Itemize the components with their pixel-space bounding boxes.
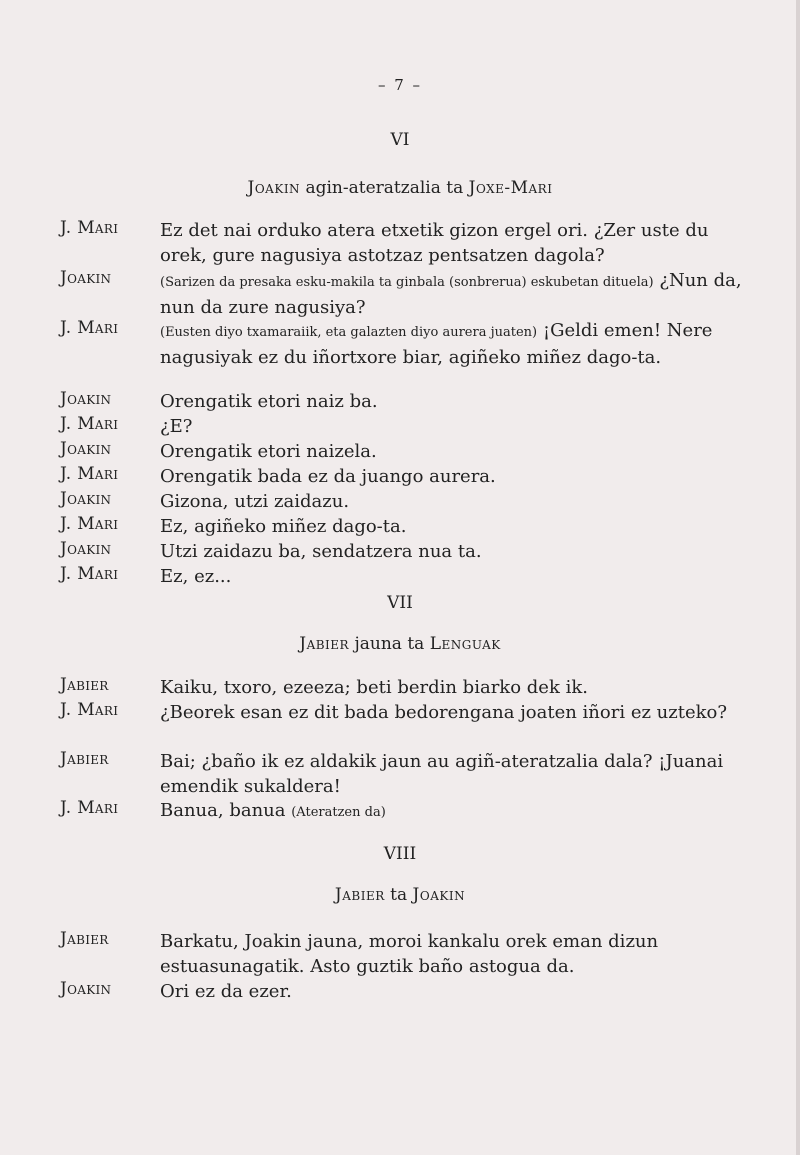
scene-character: Joakin xyxy=(247,178,301,198)
scene-title-viii xyxy=(0,885,800,905)
speaker-name: Joakin xyxy=(60,979,112,999)
dialogue-text: ¿E? xyxy=(160,416,193,437)
dialogue-line xyxy=(60,700,760,725)
dialogue-line xyxy=(60,564,760,589)
speaker-name: Joakin xyxy=(60,268,112,288)
scene-character: Jabier xyxy=(299,634,350,654)
dialogue-line xyxy=(60,675,760,700)
speaker-name: J. Mari xyxy=(60,700,119,720)
dialogue-line xyxy=(60,439,760,464)
stage-direction: (Ateratzen da) xyxy=(291,805,386,820)
dialogue-line xyxy=(60,798,760,825)
speaker-name: J. Mari xyxy=(60,318,119,338)
dialogue-line xyxy=(60,514,760,539)
act-heading-viii: VIII xyxy=(383,844,417,864)
scene-character: Lenguak xyxy=(429,634,501,654)
dialogue-line xyxy=(60,318,760,370)
scene-character: Jabier xyxy=(334,885,385,905)
page-edge xyxy=(796,0,800,1155)
dialogue-text: ¡Geldi emen! Nere nagusiyak ez du iñortxore biar, agiñeko miñez dago-ta. xyxy=(160,320,713,368)
dialogue-text: Ez det nai orduko atera etxetik gizon ergel ori. ¿Zer uste du orek, gure nagusiya astotzaz pentsatzen dagola? xyxy=(160,220,709,266)
speaker-name: J. Mari xyxy=(60,414,119,434)
scene-title-vii xyxy=(0,634,800,654)
speaker-name: J. Mari xyxy=(60,564,119,584)
dialogue-text: ¿Nun da, nun da zure nagusiya? xyxy=(160,270,742,318)
dialogue-line xyxy=(60,268,760,320)
dialogue-text: Ori ez da ezer. xyxy=(160,981,292,1002)
scene-title-text: jauna ta xyxy=(354,634,425,654)
speaker-name: Joakin xyxy=(60,539,112,559)
dialogue-text: Barkatu, Joakin jauna, moroi kankalu orek eman dizun estuasunagatik. Asto guztik baño astogua da. xyxy=(160,931,659,977)
dialogue-line xyxy=(60,389,760,414)
speaker-name: J. Mari xyxy=(60,514,119,534)
speaker-name: Jabier xyxy=(60,749,109,769)
dialogue-text: Kaiku, txoro, ezeeza; beti berdin biarko dek ik. xyxy=(160,677,588,698)
stage-direction: (Sarizen da presaka esku-makila ta ginbala (sonbreruа) eskubetan dituela) xyxy=(160,275,654,290)
speaker-name: Joakin xyxy=(60,489,112,509)
speaker-name: Jabier xyxy=(60,929,109,949)
dialogue-text: Banua, banua xyxy=(160,800,286,821)
act-heading-vii: VII xyxy=(387,593,413,613)
page-number: – 7 – xyxy=(377,76,423,94)
act-heading-vi: VI xyxy=(390,130,410,150)
dialogue-text: Orengatik bada ez da juango aurera. xyxy=(160,466,496,487)
scene-character: Joxe-Mari xyxy=(468,178,553,198)
dialogue-line xyxy=(60,218,760,268)
dialogue-text: Orengatik etori naizela. xyxy=(160,441,377,462)
stage-direction: (Eusten diyo txamaraiik, eta galazten diyo aurera juaten) xyxy=(160,325,538,340)
speaker-name: J. Mari xyxy=(60,798,119,818)
scene-title-text: ta xyxy=(390,885,408,905)
scene-title-text: agin-ateratzalia ta xyxy=(305,178,464,198)
dialogue-line xyxy=(60,749,760,799)
speaker-name: J. Mari xyxy=(60,218,119,238)
speaker-name: Joakin xyxy=(60,439,112,459)
dialogue-text: Ez, agiñeko miñez dago-ta. xyxy=(160,516,407,537)
dialogue-line xyxy=(60,414,760,439)
dialogue-text: Utzi zaidazu ba, sendatzera nua ta. xyxy=(160,541,482,562)
dialogue-line xyxy=(60,929,760,979)
scene-character: Joakin xyxy=(412,885,466,905)
speaker-name: Jabier xyxy=(60,675,109,695)
speaker-name: Joakin xyxy=(60,389,112,409)
dialogue-line xyxy=(60,489,760,514)
dialogue-text: Gizona, utzi zaidazu. xyxy=(160,491,350,512)
dialogue-text: Ez, ez... xyxy=(160,566,232,587)
speaker-name: J. Mari xyxy=(60,464,119,484)
dialogue-text: Bai; ¿baño ik ez aldakik jaun au agiñ-ateratzalia dala? ¡Juanai emendik sukaldera! xyxy=(160,751,724,797)
dialogue-text: Orengatik etori naiz ba. xyxy=(160,391,378,412)
dialogue-line xyxy=(60,464,760,489)
dialogue-line xyxy=(60,979,760,1004)
dialogue-text: ¿Beorek esan ez dit bada bedorengana joaten iñori ez uzteko? xyxy=(160,702,728,723)
scene-title-vi xyxy=(0,178,800,198)
dialogue-line xyxy=(60,539,760,564)
